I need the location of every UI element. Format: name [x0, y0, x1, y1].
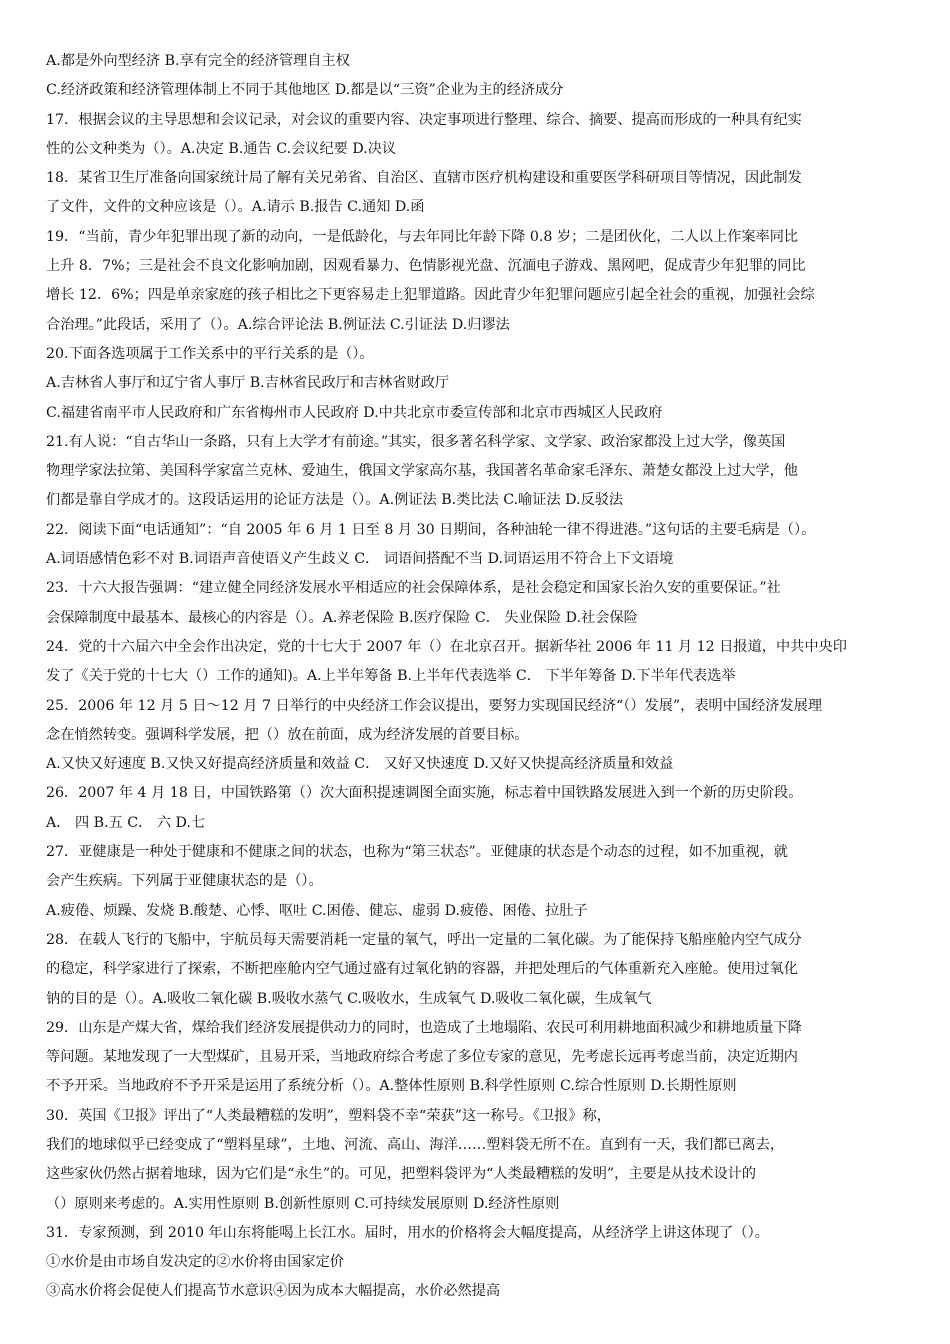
question-28-text: 28．在载人飞行的飞船中，宇航员每天需要消耗一定量的氧气，呼出一定量的二氧化碳。为了能保持飞船座舱内空气成分: [46, 931, 802, 948]
question-24-text: 24．党的十六届六中全会作出决定，党的十七大于 2007 年（）在北京召开。据新华社 2006 年 11 月 12 日报道，中共中央印: [46, 638, 847, 655]
question-22-text: 22．阅读下面“电话通知”：“自 2005 年 6 月 1 日至 8 月 30 日期间，各种油轮一律不得进港。”这句话的主要毛病是（）。: [46, 521, 816, 538]
text-line: A.又快又好速度 B.又快又好提高经济质量和效益 C． 又好又快速度 D.又好又快提高经济质量和效益: [46, 756, 674, 773]
text-line: 发了《关于党的十七大（）工作的通知)。A.上半年筹备 B.上半年代表选举 C． 下半年筹备 D.下半年代表选举: [46, 668, 736, 685]
text-line: 我们的地球似乎已经变成了“塑料星球”，土地、河流、高山、海洋……塑料袋无所不在。直到有一天，我们都已离去，: [46, 1136, 785, 1153]
question-26-text: 26．2007 年 4 月 18 日，中国铁路第（）次大面积提速调图全面实施，标志着中国铁路发展进入到一个新的历史阶段。: [46, 785, 803, 802]
text-line: 了文件，文件的文种应该是（）。A.请示 B.报告 C.通知 D.函: [46, 199, 425, 216]
text-line: 增长 12．6%；四是单亲家庭的孩子相比之下更容易走上犯罪道路。因此青少年犯罪问题应引起全社会的重视，加强社会综: [46, 287, 815, 304]
document-page: [46, 47, 916, 1307]
text-line: ③高水价将会促使人们提高节水意识④因为成本大幅提高，水价必然提高: [46, 1283, 501, 1300]
question-25-text: 25．2006 年 12 月 5 日～12 月 7 日举行的中央经济工作会议提出，要努力实现国民经济“（）发展”，表明中国经济发展理: [46, 697, 823, 714]
question-21-text: 21.有人说：“自古华山一条路，只有上大学才有前途。”其实，很多著名科学家、文学家、政治家都没上过大学，像英国: [46, 433, 786, 450]
text-line: 性的公文种类为（）。A.决定 B.通告 C.会议纪要 D.决议: [46, 140, 397, 157]
text-line: （）原则来考虑的。A.实用性原则 B.创新性原则 C.可持续发展原则 D.经济性原则: [46, 1195, 560, 1212]
text-line: C.经济政策和经济管理体制上不同于其他地区 D.都是以“三资”企业为主的经济成分: [46, 82, 564, 99]
text-line: 钠的目的是（）。A.吸收二氧化碳 B.吸收水蒸气 C.吸收水，生成氧气 D.吸收二氧化碳，生成氧气: [46, 990, 652, 1007]
text-line: 会产生疾病。下列属于亚健康状态的是（）。: [46, 873, 323, 890]
question-17-text: 17．根据会议的主导思想和会议记录，对会议的重要内容、决定事项进行整理、综合、摘要、提高而形成的一种具有纪实: [46, 111, 802, 128]
question-30-text: 30．英国《卫报》评出了“人类最糟糕的发明”，塑料袋不幸“荣获”这一称号。《卫报》称，: [46, 1107, 611, 1124]
text-line: 上升 8．7%；三是社会不良文化影响加剧，因观看暴力、色情影视光盘、沉湎电子游戏、黑网吧，促成青少年犯罪的同比: [46, 258, 806, 275]
text-line: A.词语感情色彩不对 B.词语声音使语义产生歧义 C． 词语间搭配不当 D.词语运用不符合上下文语境: [46, 551, 674, 568]
question-31-text: 31．专家预测，到 2010 年山东将能喝上长江水。届时，用水的价格将会大幅度提高，从经济学上讲这体现了（）。: [46, 1224, 769, 1241]
text-line: 们都是靠自学成才的。这段话运用的论证方法是（）。A.例证法 B.类比法 C.喻证法 D.反驳法: [46, 492, 624, 509]
text-line: A.疲倦、烦躁、发烧 B.酸楚、心悸、呕吐 C.困倦、健忘、虚弱 D.疲倦、困倦、拉肚子: [46, 902, 588, 919]
text-line: C.福建省南平市人民政府和广东省梅州市人民政府 D.中共北京市委宣传部和北京市西城区人民政府: [46, 404, 663, 421]
question-29-text: 29．山东是产煤大省，煤给我们经济发展提供动力的同时，也造成了土地塌陷、农民可利用耕地面积减少和耕地质量下降: [46, 1019, 802, 1036]
text-line: 合治理。”此段话，采用了（）。A.综合评论法 B.例证法 C.引证法 D.归谬法: [46, 316, 510, 333]
question-20-text: 20.下面各选项属于工作关系中的平行关系的是（）。: [46, 345, 374, 362]
text-line: A.都是外向型经济 B.享有完全的经济管理自主权: [46, 53, 350, 69]
question-27-text: 27．亚健康是一种处于健康和不健康之间的状态，也称为“第三状态”。亚健康的状态是个动态的过程，如不加重视，就: [46, 844, 788, 861]
text-line: 的稳定，科学家进行了探索，不断把座舱内空气通过盛有过氧化钠的容器，并把处理后的气体重新充入座舱。使用过氧化: [46, 961, 798, 978]
text-line: 念在悄然转变。强调科学发展，把（）放在前面，成为经济发展的首要目标。: [46, 726, 529, 743]
text-line: 等问题。某地发现了一大型煤矿，且易开采，当地政府综合考虑了多位专家的意见，先考虑长远再考虑当前，决定近期内: [46, 1049, 798, 1066]
question-19-text: 19．“当前，青少年犯罪出现了新的动向，一是低龄化，与去年同比年龄下降 0.8 岁；二是团伙化，二人以上作案率同比: [46, 228, 799, 245]
question-23-text: 23．十六大报告强调：“建立健全同经济发展水平相适应的社会保障体系，是社会稳定和国家长治久安的重要保证。”社: [46, 580, 781, 597]
text-line: ①水价是由市场自发决定的②水价将由国家定价: [46, 1254, 344, 1271]
text-line: A． 四 B.五 C． 六 D.七: [46, 814, 206, 831]
text-line: 这些家伙仍然占据着地球，因为它们是“永生”的。可见，把塑料袋评为“人类最糟糕的发明”，主要是从技术设计的: [46, 1166, 757, 1183]
question-18-text: 18．某省卫生厅准备向国家统计局了解有关兄弟省、自治区、直辖市医疗机构建设和重要医学科研项目等情况，因此制发: [46, 170, 802, 187]
text-line: 物理学家法拉第、美国科学家富兰克林、爱迪生，俄国文学家高尔基，我国著名革命家毛泽东、萧楚女都没上过大学，他: [46, 463, 798, 480]
text-line: 会保障制度中最基本、最核心的内容是（）。A.养老保险 B.医疗保险 C． 失业保险 D.社会保险: [46, 609, 638, 626]
text-line: 不予开采。当地政府不予开采是运用了系统分析（）。A.整体性原则 B.科学性原则 C.综合性原则 D.长期性原则: [46, 1078, 737, 1095]
text-line: A.吉林省人事厅和辽宁省人事厅 B.吉林省民政厅和吉林省财政厅: [46, 375, 450, 392]
